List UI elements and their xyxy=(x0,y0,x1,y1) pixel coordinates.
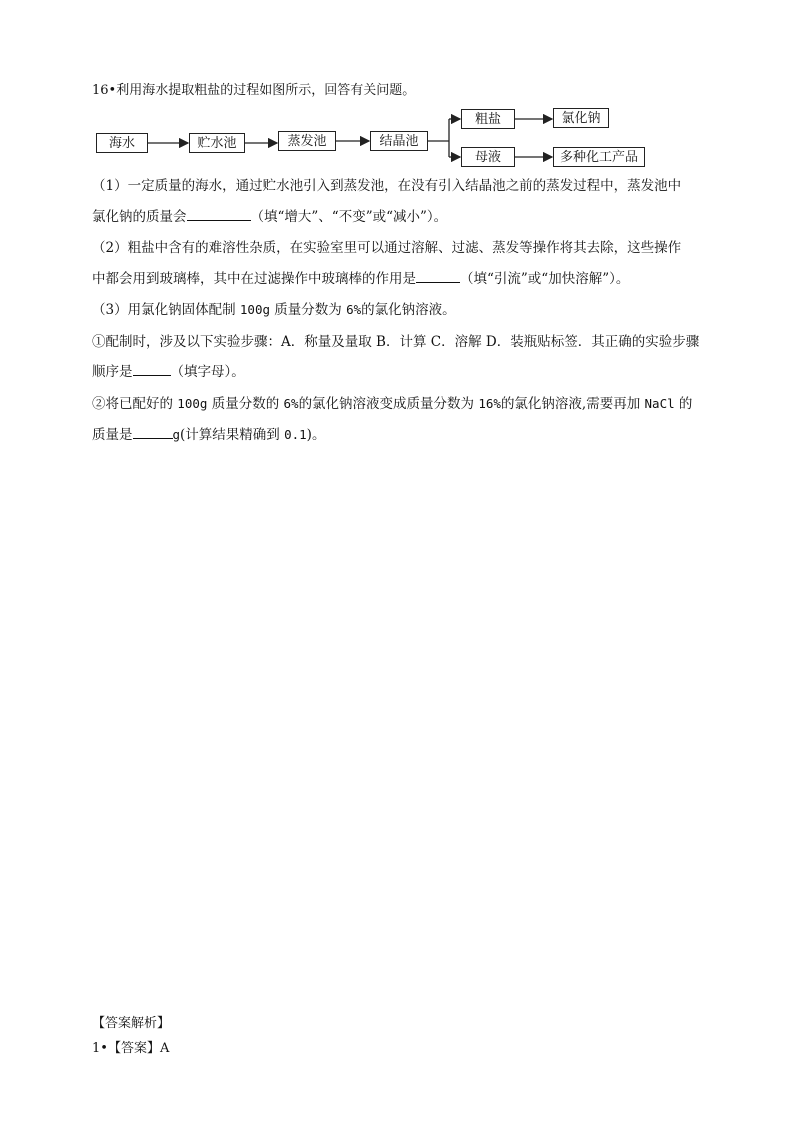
subq2-percent-2: 16% xyxy=(478,396,501,411)
subq1-line1: ①配制时，涉及以下实验步骤：A．称量及量取 B．计算 C．溶解 D．装瓶贴标签．其正确的实验步骤 xyxy=(92,334,700,350)
answer-blank-2[interactable] xyxy=(416,269,460,283)
node-crystallization-pool: 结晶池 xyxy=(370,131,428,151)
subq1-text-a: 顺序是 xyxy=(92,364,133,380)
part1-text-a: 氯化钠的质量会 xyxy=(92,209,187,225)
answer-section-header: 【答案解析】 xyxy=(92,1016,171,1031)
subq2-text-f: 质量是 xyxy=(92,427,133,443)
answer-blank-4[interactable] xyxy=(133,425,173,439)
answer-item-1: 1•【答案】A xyxy=(92,1041,170,1056)
subq2-line1 xyxy=(92,394,692,414)
part3-text-b: 质量分数为 xyxy=(270,302,347,318)
subq2-line2 xyxy=(92,425,325,445)
subq2-percent-1: 6% xyxy=(283,396,299,411)
question-title: 16•利用海水提取粗盐的过程如图所示，回答有关问题。 xyxy=(92,83,416,98)
subq2-nacl: NaCl xyxy=(644,396,675,411)
part1-text-b: （填“增大”、“不变”或“减小”）。 xyxy=(250,209,448,225)
subq1-line2 xyxy=(92,362,245,382)
part3-text-a: （3）用氯化钠固体配制 xyxy=(92,302,240,318)
part2-line1: （2）粗盐中含有的难溶性杂质，在实验室里可以通过溶解、过滤、蒸发等操作将其去除，这些操作 xyxy=(92,240,682,256)
subq2-text-d: 的氯化钠溶液,需要再加 xyxy=(500,396,645,412)
subq2-text-h: )。 xyxy=(306,427,326,443)
part2-line2 xyxy=(92,269,629,289)
node-seawater: 海水 xyxy=(96,133,148,153)
node-chemical-products: 多种化工产品 xyxy=(553,147,645,167)
subq2-text-e: 的 xyxy=(674,396,693,412)
answer-blank-3[interactable] xyxy=(133,362,171,376)
subq2-precision: 0.1 xyxy=(284,427,307,442)
node-sodium-chloride: 氯化钠 xyxy=(553,108,609,128)
part3-mass: 100g xyxy=(239,302,270,317)
node-crude-salt: 粗盐 xyxy=(461,109,515,129)
subq1-text-b: （填字母）。 xyxy=(170,364,245,380)
subq2-text-a: ②将已配好的 xyxy=(92,396,178,412)
part2-text-a: 中都会用到玻璃棒，其中在过滤操作中玻璃棒的作用是 xyxy=(92,271,416,287)
process-flow-diagram xyxy=(92,104,652,170)
subq2-text-g: (计算结果精确到 xyxy=(180,427,285,443)
part1-line1: （1）一定质量的海水，通过贮水池引入到蒸发池，在没有引入结晶池之前的蒸发过程中，蒸发池中 xyxy=(92,178,682,194)
node-mother-liquor: 母液 xyxy=(461,147,515,167)
subq2-mass: 100g xyxy=(177,396,208,411)
node-evaporation-pool: 蒸发池 xyxy=(278,131,336,151)
subq2-text-c: 的氯化钠溶液变成质量分数为 xyxy=(298,396,479,412)
subq2-unit: g xyxy=(172,427,181,442)
subq2-text-b: 质量分数的 xyxy=(207,396,284,412)
part3-line xyxy=(92,300,456,320)
part3-text-c: 的氯化钠溶液。 xyxy=(361,302,456,318)
part2-text-b: （填“引流”或“加快溶解”）。 xyxy=(460,271,630,287)
part1-line2 xyxy=(92,207,447,227)
part3-percent: 6% xyxy=(346,302,362,317)
answer-blank-1[interactable] xyxy=(187,207,251,221)
node-storage-pool: 贮水池 xyxy=(189,133,245,153)
